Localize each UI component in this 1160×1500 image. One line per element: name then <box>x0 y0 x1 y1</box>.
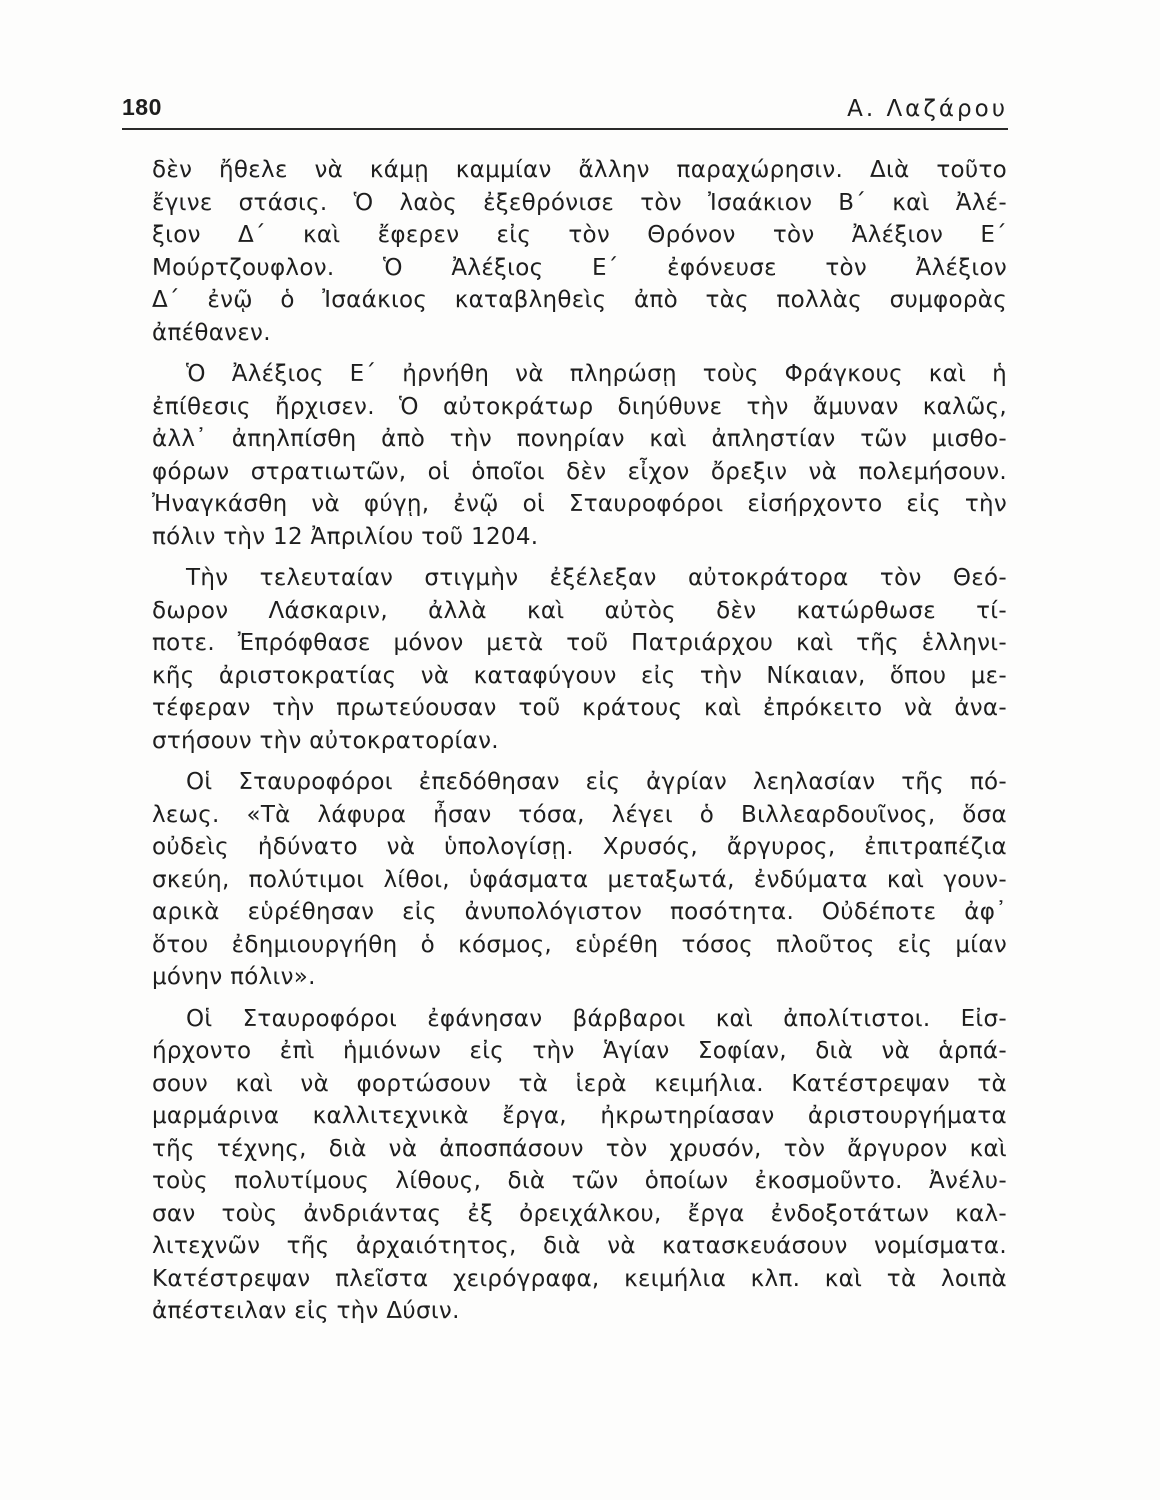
text-line: ξιον Δ΄ καὶ ἔφερεν εἰς τὸν Θρόνον τὸν Ἀλέξιον Ε΄ <box>152 222 1007 248</box>
text-line: κῆς ἀριστοκρατίας νὰ καταφύγουν εἰς τὴν Νίκαιαν, ὅπου με- <box>152 662 1007 689</box>
paragraph <box>152 766 1007 994</box>
paragraph <box>152 358 1007 553</box>
text-line: λεως. «Τὰ λάφυρα ἦσαν τόσα, λέγει ὁ Βιλλεαρδουῖνος, ὅσα <box>152 801 1007 828</box>
text-line: μόνην πόλιν». <box>152 964 316 990</box>
text-line: τέφεραν τὴν πρωτεύουσαν τοῦ κράτους καὶ ἐπρόκειτο νὰ ἀνα- <box>152 695 1007 721</box>
body-text <box>152 154 1007 1337</box>
page-number: 180 <box>122 94 162 120</box>
running-head: Α. Λαζάρου <box>847 96 1008 122</box>
text-line: Ὁ Ἀλέξιος Ε΄ ἠρνήθη νὰ πληρώσῃ τοὺς Φράγκους καὶ ἡ <box>186 361 1007 387</box>
text-line: σκεύη, πολύτιμοι λίθοι, ὑφάσματα μεταξωτά, ἐνδύματα καὶ γουν- <box>152 866 1007 893</box>
text-line: ἐπίθεσις ἤρχισεν. Ὁ αὐτοκράτωρ διηύθυνε τὴν ἄμυναν καλῶς, <box>152 393 1007 420</box>
text-line: ἔγινε στάσις. Ὁ λαὸς ἐξεθρόνισε τὸν Ἰσαάκιον Β΄ καὶ Ἀλέ- <box>152 189 1007 216</box>
text-line: Μούρτζουφλον. Ὁ Ἀλέξιος Ε΄ ἐφόνευσε τὸν Ἀλέξιον <box>152 254 1007 281</box>
text-line: πόλιν τὴν 12 Ἀπριλίου τοῦ 1204. <box>152 523 539 550</box>
text-line: δωρον Λάσκαριν, ἀλλὰ καὶ αὐτὸς δὲν κατώρθωσε τί- <box>152 597 1007 624</box>
text-line: Δ΄ ἐνῷ ὁ Ἰσαάκιος καταβληθεὶς ἀπὸ τὰς πολλὰς συμφορὰς <box>152 287 1007 313</box>
text-line: ποτε. Ἐπρόφθασε μόνον μετὰ τοῦ Πατριάρχου καὶ τῆς ἑλληνι- <box>152 630 1007 656</box>
paragraph <box>152 562 1007 757</box>
text-line: ὅτου ἐδημιουργήθη ὁ κόσμος, εὑρέθη τόσος πλοῦτος εἰς μίαν <box>152 931 1007 958</box>
text-line: φόρων στρατιωτῶν, οἱ ὁποῖοι δὲν εἶχον ὄρεξιν νὰ πολεμήσουν. <box>152 458 1007 485</box>
text-line: δὲν ἤθελε νὰ κάμῃ καμμίαν ἄλλην παραχώρησιν. Διὰ τοῦτο <box>152 157 1007 183</box>
text-line: Οἱ Σταυροφόροι ἐφάνησαν βάρβαροι καὶ ἀπολίτιστοι. Εἰσ- <box>186 1005 1007 1032</box>
text-line: Οἱ Σταυροφόροι ἐπεδόθησαν εἰς ἀγρίαν λεηλασίαν τῆς πό- <box>186 769 1007 795</box>
text-line: ἀλλ᾿ ἀπηλπίσθη ἀπὸ τὴν πονηρίαν καὶ ἀπληστίαν τῶν μισθο- <box>152 426 1007 452</box>
text-line: τῆς τέχνης, διὰ νὰ ἀποσπάσουν τὸν χρυσόν, τὸν ἄργυρον καὶ <box>152 1135 1007 1162</box>
text-line: τοὺς πολυτίμους λίθους, διὰ τῶν ὁποίων ἐκοσμοῦντο. Ἀνέλυ- <box>152 1168 1007 1194</box>
text-line: ἀπέστειλαν εἰς τὴν Δύσιν. <box>152 1298 460 1324</box>
text-line: στήσουν τὴν αὐτοκρατορίαν. <box>152 727 499 754</box>
text-line: αρικὰ εὑρέθησαν εἰς ἀνυπολόγιστον ποσότητα. Οὐδέποτε ἀφ᾿ <box>152 899 1007 925</box>
paragraph <box>152 1003 1007 1328</box>
paragraph <box>152 154 1007 349</box>
page-header <box>122 88 1008 130</box>
text-line: οὐδεὶς ἠδύνατο νὰ ὑπολογίσῃ. Χρυσός, ἄργυρος, ἐπιτραπέζια <box>152 834 1007 860</box>
text-line: Κατέστρεψαν πλεῖστα χειρόγραφα, κειμήλια κλπ. καὶ τὰ λοιπὰ <box>152 1265 1007 1292</box>
text-line: Ἠναγκάσθη νὰ φύγῃ, ἐνῷ οἱ Σταυροφόροι εἰσήρχοντο εἰς τὴν <box>152 491 1007 517</box>
text-line: λιτεχνῶν τῆς ἀρχαιότητος, διὰ νὰ κατασκευάσουν νομίσματα. <box>152 1233 1007 1259</box>
text-line: σουν καὶ νὰ φορτώσουν τὰ ἱερὰ κειμήλια. Κατέστρεψαν τὰ <box>152 1070 1007 1097</box>
text-line: Τὴν τελευταίαν στιγμὴν ἐξέλεξαν αὐτοκράτορα τὸν Θεό- <box>186 565 1007 591</box>
text-line: μαρμάρινα καλλιτεχνικὰ ἔργα, ἠκρωτηρίασαν ἀριστουργήματα <box>152 1103 1007 1129</box>
text-line: ήρχοντο ἐπὶ ἡμιόνων εἰς τὴν Ἁγίαν Σοφίαν, διὰ νὰ ἁρπά- <box>152 1038 1007 1064</box>
text-line: ἀπέθανεν. <box>152 319 271 346</box>
text-line: σαν τοὺς ἀνδριάντας ἐξ ὀρειχάλκου, ἔργα ἐνδοξοτάτων καλ- <box>152 1200 1007 1227</box>
